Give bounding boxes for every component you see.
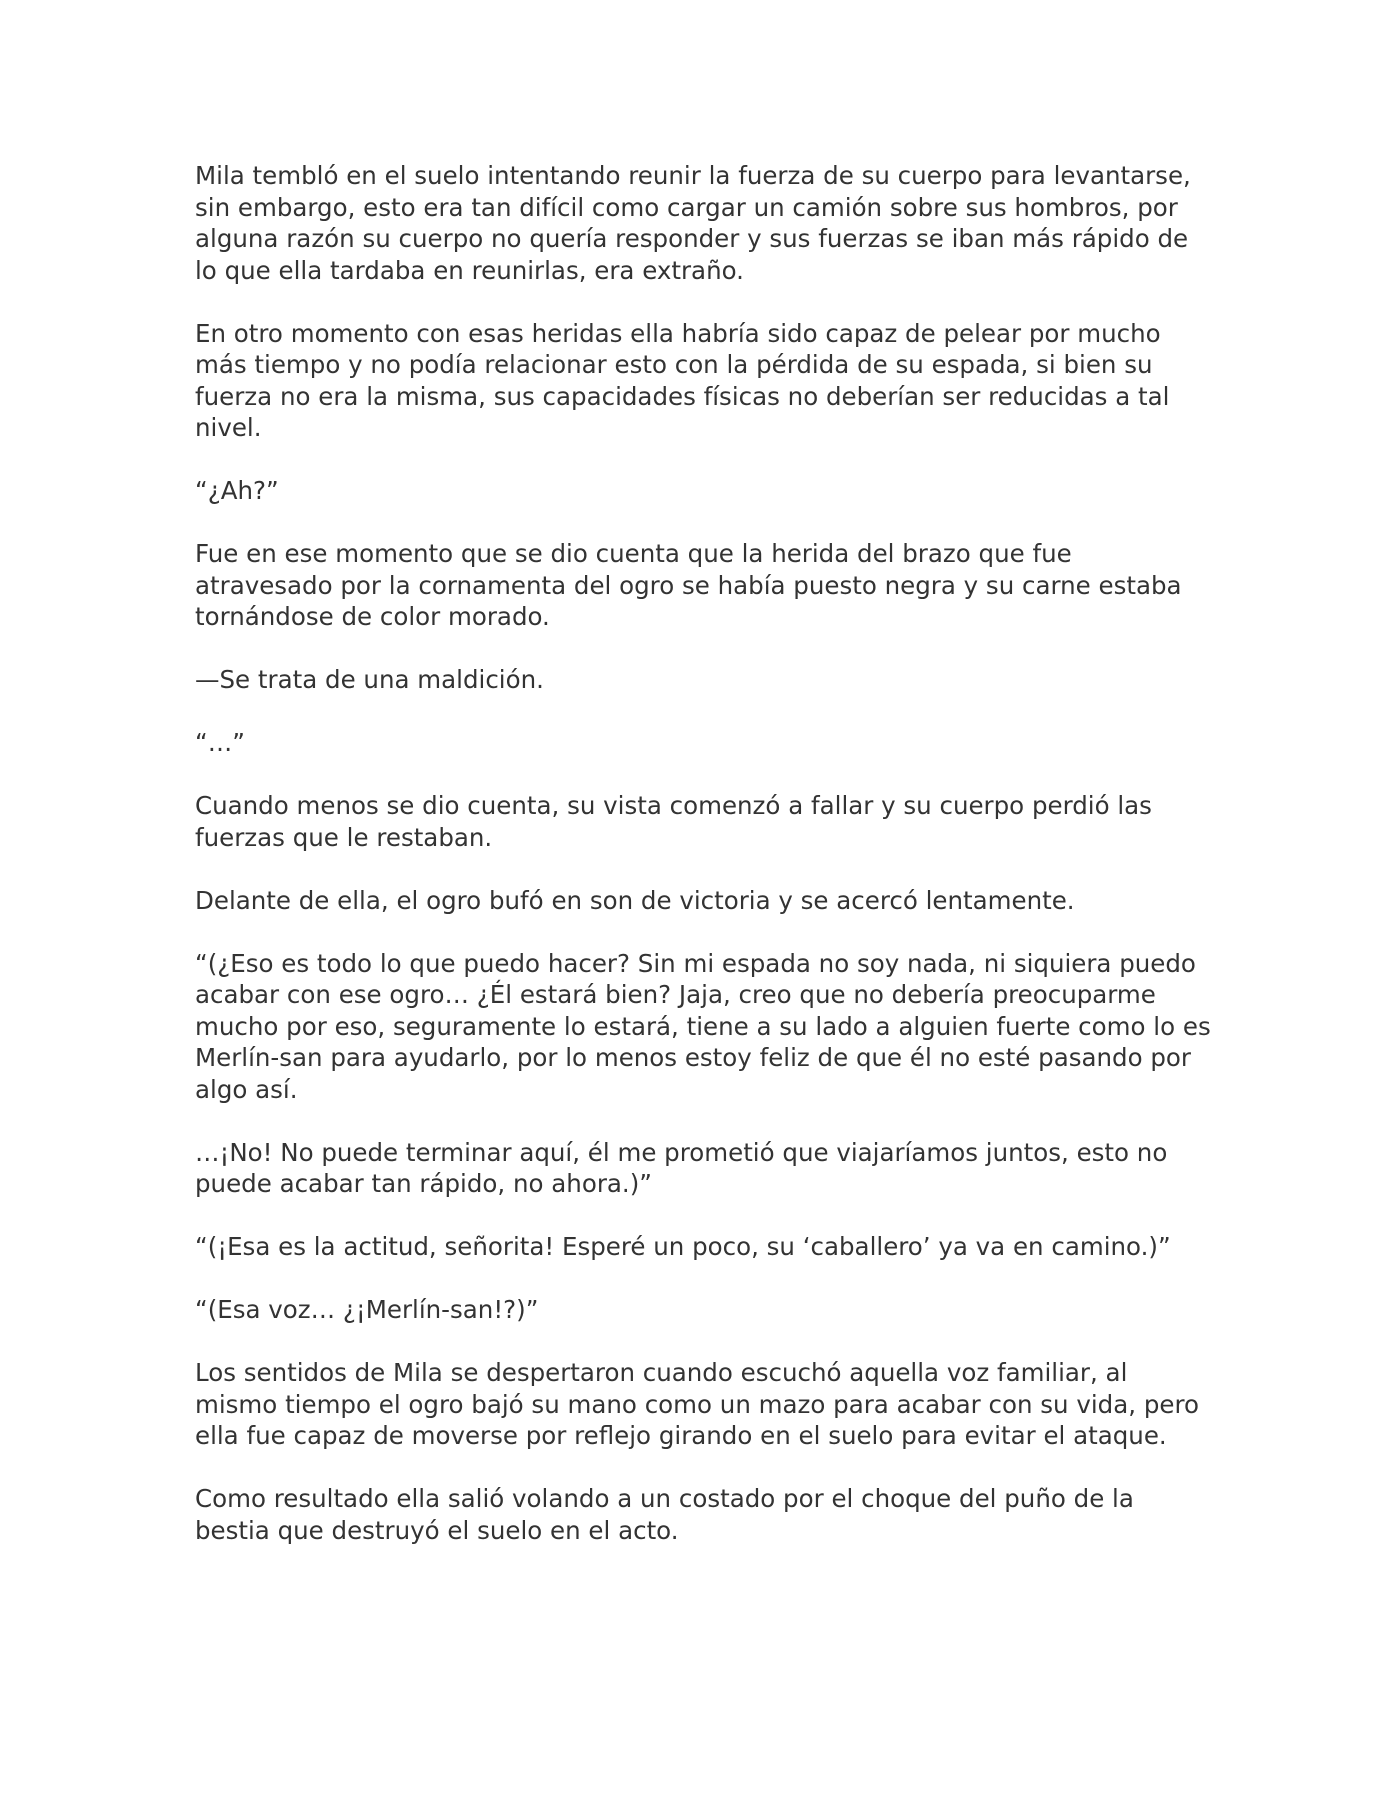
paragraph: “(¡Esa es la actitud, señorita! Esperé un poco, su ‘caballero’ ya va en camino.)” <box>195 1232 1171 1261</box>
paragraph: Fue en ese momento que se dio cuenta que la herida del brazo que fue atravesado por la cornamenta del ogro se había puesto negra y su carne estaba tornándose de color morado. <box>195 539 1182 631</box>
paragraph: Delante de ella, el ogro bufó en son de victoria y se acercó lentamente. <box>195 885 1075 915</box>
paragraph: —Se trata de una maldición. <box>195 665 544 694</box>
paragraph: Los sentidos de Mila se despertaron cuando escuchó aquella voz familiar, al mismo tiempo el ogro bajó su mano como un mazo para acabar con su vida, pero ella fue capaz de moverse por reflejo girando en el suelo para evitar el ataque. <box>195 1358 1199 1450</box>
document-body <box>195 160 1215 1578</box>
paragraph: “¿Ah?” <box>195 476 279 505</box>
paragraph: “…” <box>195 728 245 757</box>
paragraph: Mila tembló en el suelo intentando reunir la fuerza de su cuerpo para levantarse, sin embargo, esto era tan difícil como cargar un camión sobre sus hombros, por alguna razón su cuerpo no quería responder y sus fuerzas se iban más rápido de lo que ella tardaba en reunirlas, era extraño. <box>195 161 1191 285</box>
paragraph: …¡No! No puede terminar aquí, él me prometió que viajaríamos juntos, esto no puede acabar tan rápido, no ahora.)” <box>195 1137 1168 1198</box>
paragraph: “(Esa voz… ¿¡Merlín-san!?)” <box>195 1295 539 1324</box>
paragraph: En otro momento con esas heridas ella habría sido capaz de pelear por mucho más tiempo y no podía relacionar esto con la pérdida de su espada, si bien su fuerza no era la misma, sus capacidades físicas no deberían ser reducidas a tal nivel. <box>195 318 1170 442</box>
paragraph: Como resultado ella salió volando a un costado por el choque del puño de la bestia que destruyó el suelo en el acto. <box>195 1484 1134 1545</box>
paragraph: Cuando menos se dio cuenta, su vista comenzó a fallar y su cuerpo perdió las fuerzas que le restaban. <box>195 791 1152 852</box>
paragraph: “(¿Eso es todo lo que puedo hacer? Sin mi espada no soy nada, ni siquiera puedo acabar con ese ogro… ¿Él estará bien? Jaja, creo que no debería preocuparme mucho por eso, seguramente lo estará, tiene a su lado a alguien fuerte como lo es Merlín-san para ayudarlo, por lo menos estoy feliz de que él no esté pasando por algo así. <box>195 948 1211 1104</box>
